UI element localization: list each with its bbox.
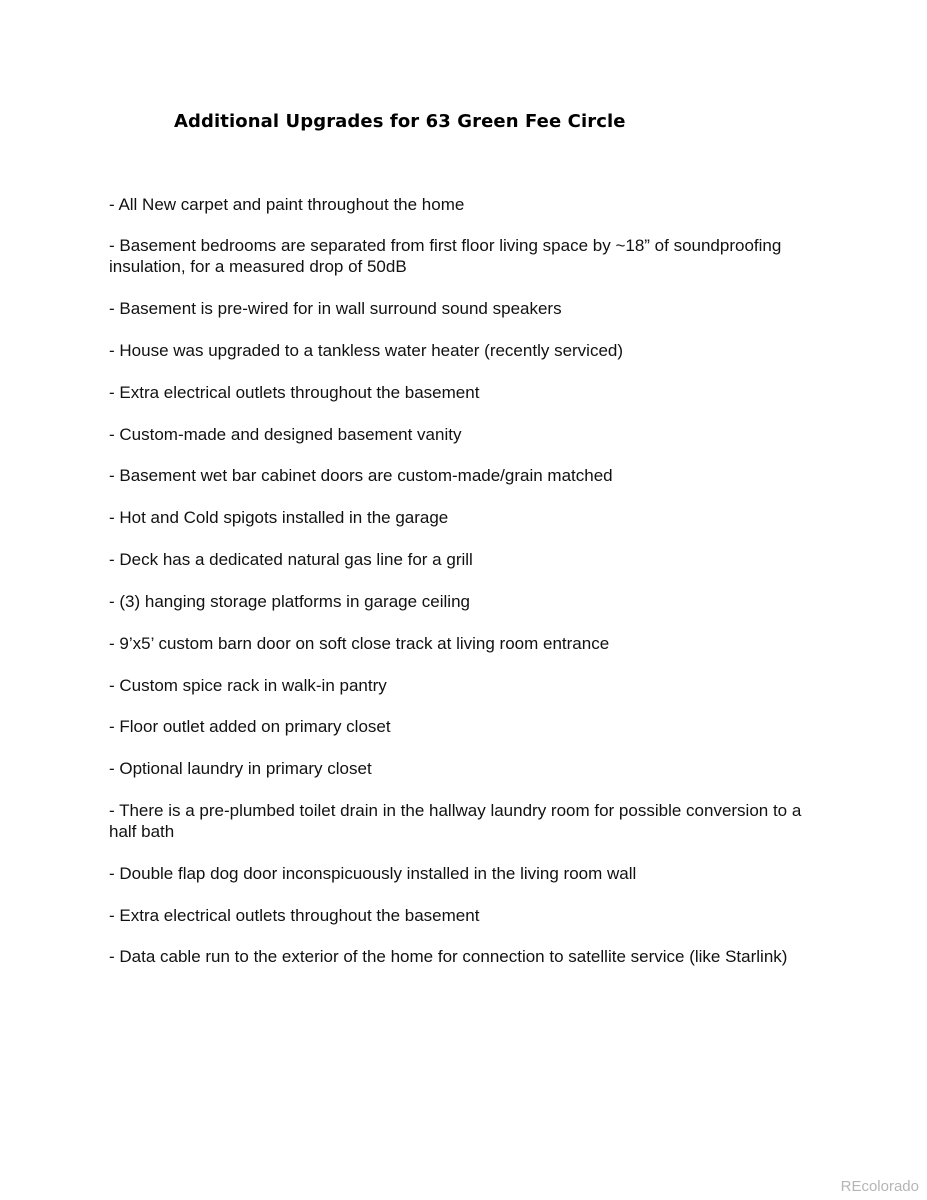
- upgrade-item: - Custom spice rack in walk-in pantry: [109, 676, 387, 695]
- upgrade-item: - There is a pre-plumbed toilet drain in the hallway laundry room for possible conversion to a half bath: [109, 801, 802, 841]
- upgrade-item: - Double flap dog door inconspicuously installed in the living room wall: [109, 864, 637, 883]
- upgrade-item: - Optional laundry in primary closet: [109, 759, 372, 778]
- upgrade-item: - All New carpet and paint throughout the home: [109, 195, 465, 214]
- upgrade-item: - Basement bedrooms are separated from first floor living space by ~18” of soundproofing insulation, for a measured drop of 50dB: [109, 236, 782, 276]
- document-title: Additional Upgrades for 63 Green Fee Circle: [174, 111, 626, 132]
- upgrade-item: - Custom-made and designed basement vanity: [109, 425, 462, 444]
- upgrade-item: - Extra electrical outlets throughout the basement: [109, 906, 480, 925]
- upgrade-item: - Deck has a dedicated natural gas line for a grill: [109, 550, 473, 569]
- recolorado-watermark: REcolorado: [840, 1178, 919, 1195]
- upgrade-item: - Basement is pre-wired for in wall surround sound speakers: [109, 299, 562, 318]
- upgrade-item: - Basement wet bar cabinet doors are custom-made/grain matched: [109, 466, 613, 485]
- upgrade-item: - Hot and Cold spigots installed in the garage: [109, 508, 449, 527]
- upgrade-item: - Extra electrical outlets throughout the basement: [109, 383, 480, 402]
- upgrade-item: - 9’x5’ custom barn door on soft close track at living room entrance: [109, 634, 610, 653]
- upgrade-item: - (3) hanging storage platforms in garage ceiling: [109, 592, 470, 611]
- upgrade-item: - House was upgraded to a tankless water heater (recently serviced): [109, 341, 624, 360]
- upgrade-item: - Floor outlet added on primary closet: [109, 717, 391, 736]
- upgrade-item: - Data cable run to the exterior of the home for connection to satellite service (like Starlink): [109, 947, 788, 966]
